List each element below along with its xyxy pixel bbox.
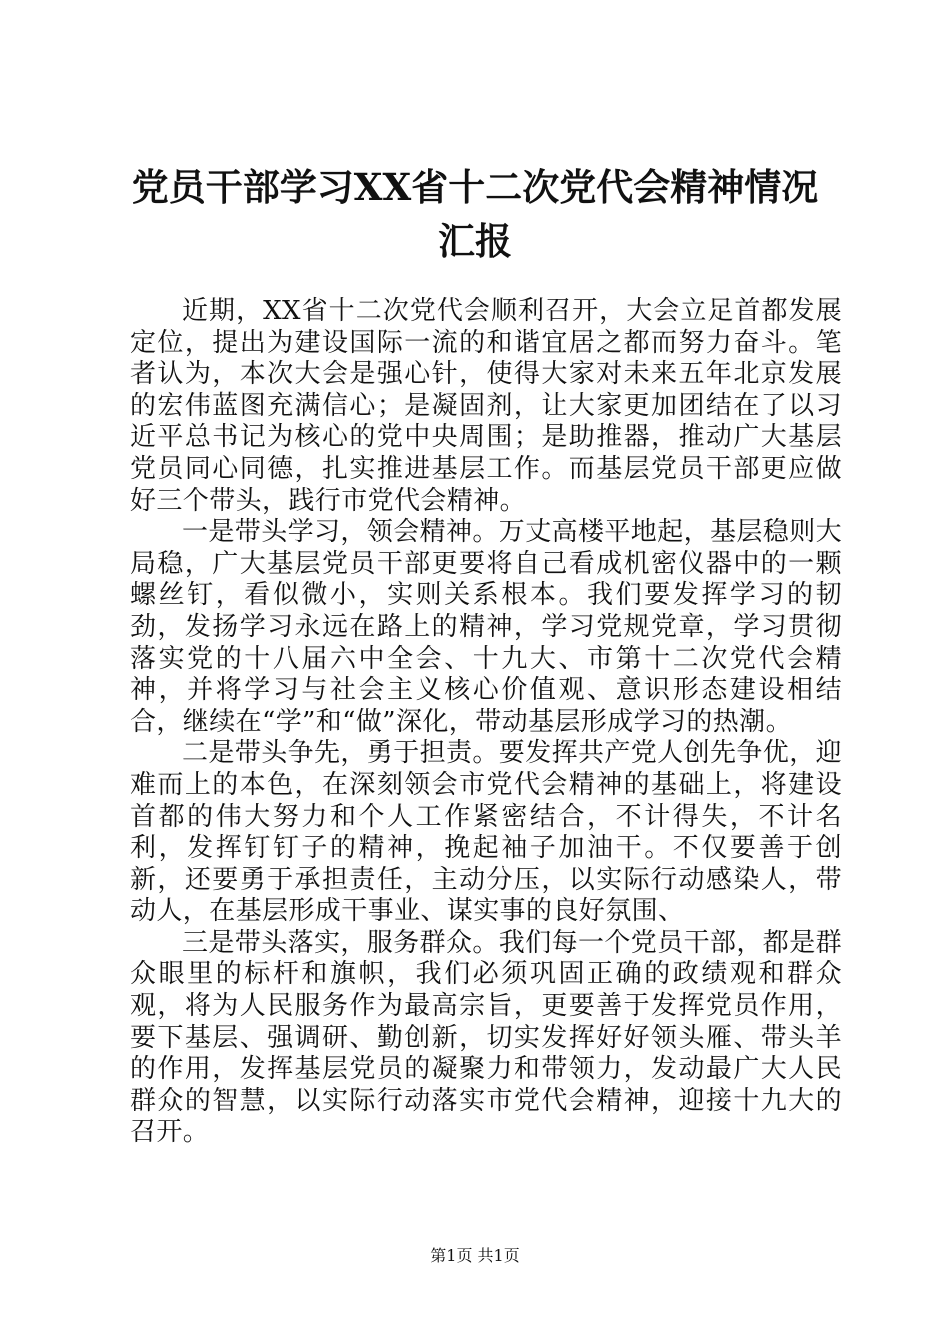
document-body — [130, 296, 842, 1149]
paragraph-intro: 近期，XX省十二次党代会顺利召开，大会立足首都发展定位，提出为建设国际一流的和谐宜居之都而努力奋斗。笔者认为，本次大会是强心针，使得大家对未来五年北京发展的宏伟蓝图充满信心；是凝固剂，让大家更加团结在了以习近平总书记为核心的党中央周围；是助推器，推动广大基层党员同心同德，扎实推进基层工作。而基层党员干部更应做好三个带头，践行市党代会精神。 — [130, 296, 842, 516]
document-title: 党员干部学习XX省十二次党代会精神情况汇报 — [131, 165, 819, 263]
paragraph-point-three: 三是带头落实，服务群众。我们每一个党员干部，都是群众眼里的标杆和旗帜，我们必须巩固正确的政绩观和群众观，将为人民服务作为最高宗旨，更要善于发挥党员作用，要下基层、强调研、勤创新，切实发挥好好领头雁、带头羊的作用，发挥基层党员的凝聚力和带领力，发动最广大人民群众的智慧，以实际行动落实市党代会精神，迎接十九大的召开。 — [130, 927, 843, 1148]
paragraph-point-two: 二是带头争先，勇于担责。要发挥共产党人创先争优，迎难而上的本色，在深刻领会市党代会精神的基础上，将建设首都的伟大努力和个人工作紧密结合，不计得失，不计名利，发挥钉钉子的精神，挽起袖子加油干。不仅要善于创新，还要勇于承担责任，主动分压，以实际行动感染人，带动人，在基层形成干事业、谋实事的良好氛围、 — [130, 738, 843, 927]
paragraph-point-one: 一是带头学习，领会精神。万丈高楼平地起，基层稳则大局稳，广大基层党员干部更要将自己看成机密仪器中的一颗螺丝钉，看似微小，实则关系根本。我们要发挥学习的韧劲，发扬学习永远在路上的精神，学习党规党章，学习贯彻落实党的十八届六中全会、十九大、市第十二次党代会精神，并将学习与社会主义核心价值观、意识形态建设相结合，继续在“学”和“做”深化，带动基层形成学习的热潮。 — [130, 517, 843, 737]
page-footer: 第1页 共1页 — [430, 1246, 520, 1265]
